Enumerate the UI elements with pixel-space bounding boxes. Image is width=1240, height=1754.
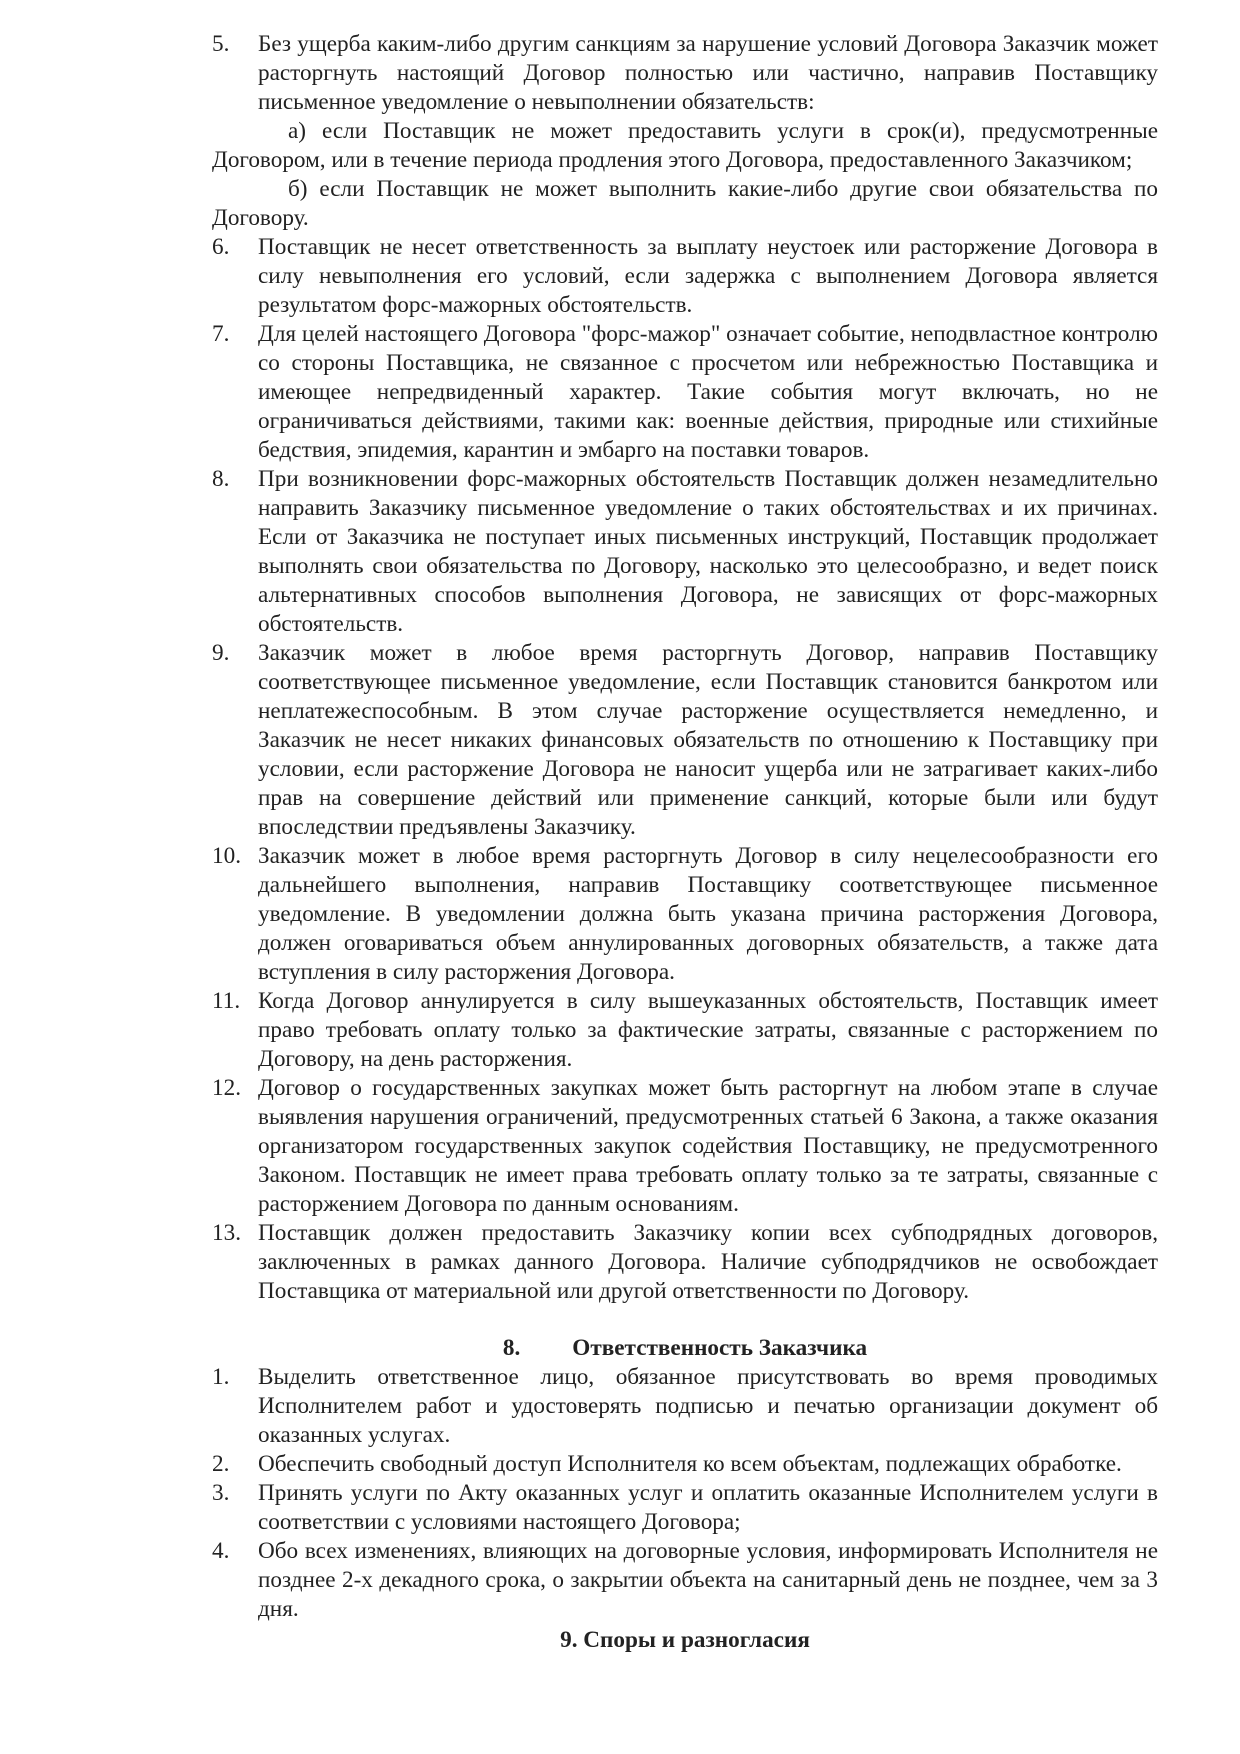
- item-number: 7.: [212, 321, 230, 347]
- item-number: 5.: [212, 31, 230, 57]
- item-number: 12.: [212, 1075, 241, 1101]
- section-number: 8.: [502, 1335, 521, 1361]
- item-number: 13.: [212, 1220, 241, 1246]
- item-text: Договор о государственных закупках может быть расторгнут на любом этапе в случае выявления нарушения ограничений, предусмотренных статьей 6 Закона, а также оказания организатором государственных закупок содействия Поставщику, не предусмотренного Законом. Поставщик не имеет права требовать оплату только за те затраты, связанные с расторжением Договора по данным основаниям.: [258, 1075, 1158, 1217]
- list-item: [212, 1479, 1158, 1537]
- item-number: 11.: [212, 988, 241, 1014]
- list-item: [212, 842, 1158, 987]
- item-number: 6.: [212, 234, 230, 260]
- section-heading: 9. Споры и разногласия: [560, 1627, 810, 1653]
- item-text: Когда Договор аннулируется в силу вышеуказанных обстоятельств, Поставщик имеет право требовать оплату только за фактические затраты, связанные с расторжением по Договору, на день расторжения.: [258, 988, 1158, 1072]
- item-text: Выделить ответственное лицо, обязанное присутствовать во время проводимых Исполнителем работ и удостоверять подписью и печатью организации документ об оказанных услугах.: [258, 1364, 1158, 1448]
- item-number: 10.: [212, 843, 241, 869]
- list-item: [212, 1363, 1158, 1450]
- list-item: [212, 1074, 1158, 1219]
- item-number: 4.: [212, 1538, 230, 1564]
- item-text: Обеспечить свободный доступ Исполнителя ко всем объектам, подлежащих обработке.: [258, 1451, 1122, 1477]
- list-item: [212, 465, 1158, 639]
- list-item: [212, 233, 1158, 320]
- item-number: 8.: [212, 466, 230, 492]
- list-item: [212, 320, 1158, 465]
- item-text: Поставщик не несет ответственность за выплату неустоек или расторжение Договора в силу невыполнения его условий, если задержка с выполнением Договора является результатом форс-мажорных обстоятельств.: [258, 234, 1158, 318]
- item-text: Принять услуги по Акту оказанных услуг и оплатить оказанные Исполнителем услуги в соответствии с условиями настоящего Договора;: [258, 1480, 1158, 1535]
- list-item: [212, 639, 1158, 842]
- list-item: [212, 987, 1158, 1074]
- item-text: Поставщик должен предоставить Заказчику копии всех субподрядных договоров, заключенных в рамках данного Договора. Наличие субподрядчиков не освобождает Поставщика от материальной или другой ответственности по Договору.: [258, 1220, 1158, 1304]
- item-text: При возникновении форс-мажорных обстоятельств Поставщик должен незамедлительно направить Заказчику письменное уведомление о таких обстоятельствах и их причинах. Если от Заказчика не поступает иных письменных инструкций, Поставщик продолжает выполнять свои обязательства по Договору, насколько это целесообразно, и ведет поиск альтернативных способов выполнения Договора, не зависящих от форс-мажорных обстоятельств.: [258, 466, 1158, 637]
- item-text: Без ущерба каким-либо другим санкциям за нарушение условий Договора Заказчик может расторгнуть настоящий Договор полностью или частично, направив Поставщику письменное уведомление о невыполнении обязательств:: [258, 31, 1158, 115]
- document-content: [212, 30, 1158, 1655]
- section-title: Ответственность Заказчика: [572, 1335, 868, 1361]
- list-item: [212, 1537, 1158, 1624]
- section-heading: [212, 1334, 1158, 1363]
- sub-item: б) если Поставщик не может выполнить какие-либо другие свои обязательства по Договору.: [212, 176, 1158, 231]
- item-number: 1.: [212, 1364, 230, 1390]
- item-number: 3.: [212, 1480, 230, 1506]
- sub-item: а) если Поставщик не может предоставить услуги в срок(и), предусмотренные Договором, или в течение периода продления этого Договора, предоставленного Заказчиком;: [212, 118, 1158, 173]
- item-number: 9.: [212, 640, 230, 666]
- item-number: 2.: [212, 1451, 230, 1477]
- item-text: Заказчик может в любое время расторгнуть Договор, направив Поставщику соответствующее письменное уведомление, если Поставщик становится банкротом или неплатежеспособным. В этом случае расторжение осуществляется немедленно, и Заказчик не несет никаких финансовых обязательств по отношению к Поставщику при условии, если расторжение Договора не наносит ущерба или не затрагивает каких-либо прав на совершение действий или применение санкций, которые были или будут впоследствии предъявлены Заказчику.: [258, 640, 1158, 840]
- list-item: [212, 1450, 1158, 1479]
- item-text: Заказчик может в любое время расторгнуть Договор в силу нецелесообразности его дальнейшего выполнения, направив Поставщику соответствующее письменное уведомление. В уведомлении должна быть указана причина расторжения Договора, должен оговариваться объем аннулированных договорных обязательств, а также дата вступления в силу расторжения Договора.: [258, 843, 1158, 985]
- list-item: [212, 30, 1158, 117]
- item-text: Обо всех изменениях, влияющих на договорные условия, информировать Исполнителя не позднее 2-х декадного срока, о закрытии объекта на санитарный день не позднее, чем за 3 дня.: [258, 1538, 1158, 1622]
- item-text: Для целей настоящего Договора "форс-мажор" означает событие, неподвластное контролю со стороны Поставщика, не связанное с просчетом или небрежностью Поставщика и имеющее непредвиденный характер. Такие события могут включать, но не ограничиваться действиями, такими как: военные действия, природные или стихийные бедствия, эпидемия, карантин и эмбарго на поставки товаров.: [258, 321, 1158, 463]
- list-item: [212, 1219, 1158, 1306]
